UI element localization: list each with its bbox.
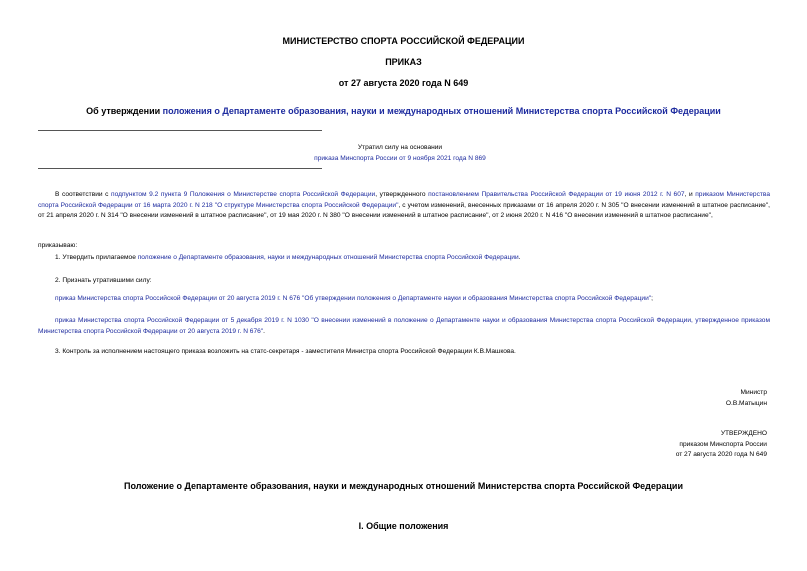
item-2b-link[interactable]: приказ Министерства спорта Российской Федерации от 5 декабря 2019 г. N 1030 "О внесении изменений в положение о Департаменте науки и образования Министерства спорта Российской Федерации, утвержденное приказом Министерства спорта Российской Федерации от 20 августа 2019 г. N 676" bbox=[38, 317, 770, 335]
approval-word: УТВЕРЖДЕНО bbox=[720, 430, 767, 437]
item-2b-end: . bbox=[263, 327, 265, 335]
revoked-link[interactable]: приказа Минспорта России от 9 ноября 2021 года N 869 bbox=[314, 154, 486, 162]
doc-title-prefix: Об утверждении bbox=[86, 106, 163, 116]
item-2b bbox=[38, 316, 770, 337]
approval-date: от 27 августа 2020 года N 649 bbox=[675, 451, 767, 458]
item-1 bbox=[38, 253, 770, 264]
doc-title-link[interactable]: положения о Департаменте образования, науки и международных отношений Министерства спорта Российской Федерации bbox=[162, 106, 721, 116]
preamble-link-structure-order[interactable]: приказом Министерства спорта Российской Федерации от 16 марта 2020 г. N 218 "О структуре Министерства спорта Российской Федерации" bbox=[38, 191, 770, 209]
divider-top bbox=[38, 130, 322, 131]
approval-by: приказом Минспорта России bbox=[679, 440, 767, 448]
item-2a-end: ; bbox=[651, 295, 653, 302]
preamble-text-3: , и bbox=[684, 191, 696, 198]
doc-type-heading: ПРИКАЗ bbox=[385, 57, 422, 67]
order-word: приказываю: bbox=[38, 242, 78, 249]
preamble-text-2: , утвержденного bbox=[375, 191, 429, 198]
doc-title bbox=[0, 106, 807, 116]
item-3: 3. Контроль за исполнением настоящего приказа возложить на статс-секретаря - заместителя Министра спорта Российской Федерации К.В.Машкова. bbox=[55, 348, 516, 355]
ministry-heading: МИНИСТЕРСТВО СПОРТА РОССИЙСКОЙ ФЕДЕРАЦИИ bbox=[282, 36, 525, 46]
preamble-link-regulation[interactable]: подпунктом 9.2 пункта 9 Положения о Министерстве спорта Российской Федерации bbox=[111, 191, 376, 198]
signature-block bbox=[726, 388, 767, 409]
preamble-link-decree[interactable]: постановлением Правительства Российской Федерации от 19 июня 2012 г. N 607 bbox=[428, 191, 685, 198]
item-2: 2. Признать утратившими силу: bbox=[55, 277, 152, 284]
item-1-text: 1. Утвердить прилагаемое bbox=[55, 254, 138, 261]
revoked-line: Утратил силу на основании bbox=[357, 144, 443, 151]
item-1-link[interactable]: положение о Департаменте образования, науки и международных отношений Министерства спорта Российской Федерации bbox=[137, 254, 519, 261]
divider-bottom bbox=[38, 168, 322, 169]
section-heading: I. Общие положения bbox=[358, 521, 449, 531]
revoked-note bbox=[300, 143, 500, 164]
item-2a bbox=[38, 294, 770, 305]
approval-block bbox=[676, 429, 767, 461]
signature-name: О.В.Матыцин bbox=[725, 399, 767, 407]
doc-date-number: от 27 августа 2020 года N 649 bbox=[338, 78, 469, 88]
preamble-paragraph bbox=[38, 190, 770, 222]
preamble-text-4: , с учетом изменений, внесенных приказами от 16 апреля 2020 г. N 305 "О внесении изменений в штатное расписание", от 21 апреля 2020 г. N 314 "О внесении изменений в штатное расписание", от 19 мая 2020 г. N 380 "О внесении изменений в штатное расписание", от 2 июня 2020 г. N 416 "О внесении изменений в штатное расписание", bbox=[38, 201, 770, 219]
preamble-text-1: В соответствии с bbox=[55, 191, 112, 198]
item-1-end: . bbox=[518, 254, 521, 261]
signature-position: Министр bbox=[740, 389, 767, 396]
item-2a-link[interactable]: приказ Министерства спорта Российской Федерации от 20 августа 2019 г. N 676 "Об утверждении положения о Департаменте науки и образования Министерства спорта Российской Федерации" bbox=[55, 295, 652, 302]
regulation-title: Положение о Департаменте образования, науки и международных отношений Министерства спорта Российской Федерации bbox=[124, 481, 683, 491]
